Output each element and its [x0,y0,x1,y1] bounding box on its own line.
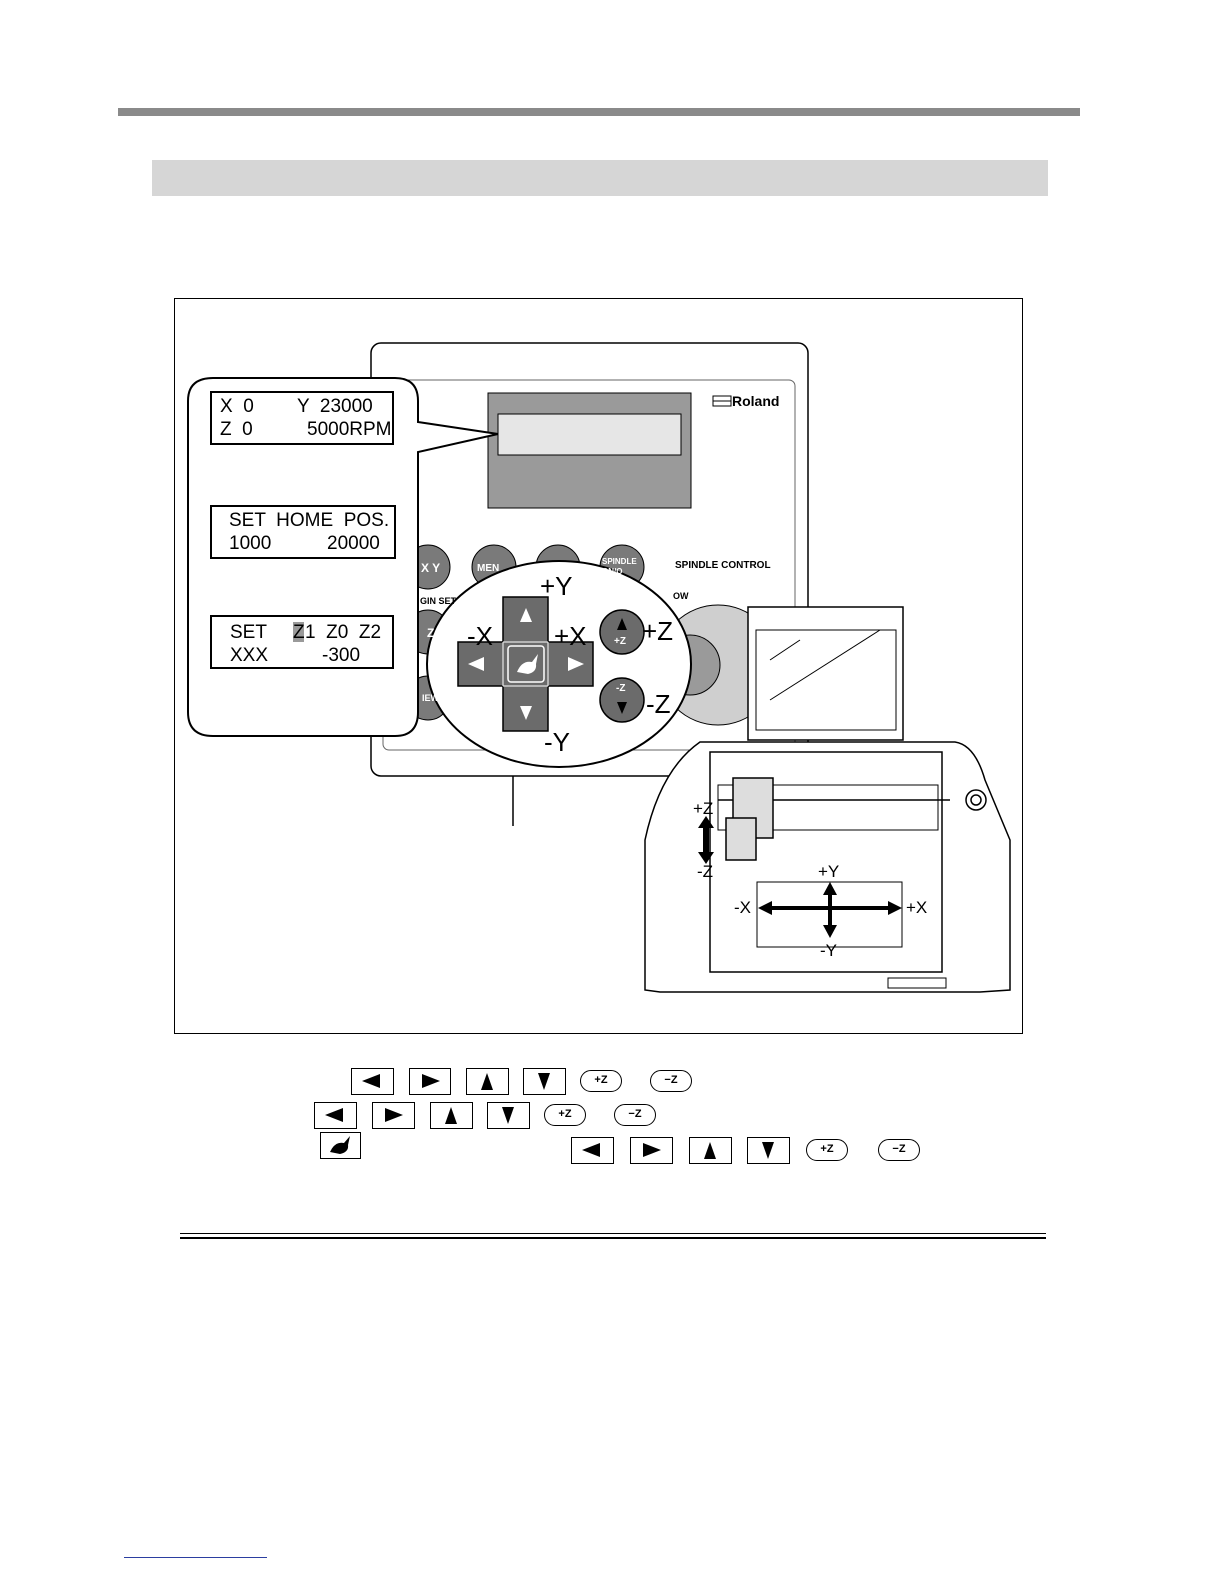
jog-plus-x-label: +X [554,621,587,651]
machine-minus-z-label: -Z [697,862,714,881]
jog-plus-z-button [600,610,644,654]
key-plus-z-icon: +Z [544,1104,586,1126]
key-up-icon [430,1102,473,1129]
jog-minus-z-btn-label: -Z [616,683,626,694]
lcd2-line1: SET HOME POS. [229,510,390,531]
spindle-button-label: SPINDLE ON/O [602,557,637,576]
slow-label: OW [673,591,689,601]
z-button-label: Z [427,626,435,640]
key-right-icon [409,1068,451,1095]
bottom-divider-thick [180,1237,1046,1239]
key-up-icon [689,1137,732,1164]
origin-set-label: GIN SET [420,596,457,606]
jog-minus-z-label: -Z [646,689,671,719]
menu-button-label: MEN [477,563,500,574]
key-minus-z-icon: −Z [614,1104,656,1126]
key-plus-z-icon: +Z [806,1139,848,1161]
machine-plus-z-label: +Z [693,799,714,818]
footnote-rule [124,1557,267,1558]
key-up-icon [466,1068,509,1095]
panel-lcd-screen [498,414,681,455]
lcd2-line2-right: 20000 [327,533,380,554]
key-minus-z-icon: −Z [878,1139,920,1161]
key-down-icon [523,1068,566,1095]
jog-minus-x-label: -X [467,621,493,651]
jog-plus-y-label: +Y [540,571,573,601]
lcd1-line2-right: 5000RPM [307,419,392,440]
lcd3-line1-left: SET [230,622,267,643]
lcd1-line1-right: Y 23000 [297,396,373,417]
machine-plus-y-label: +Y [818,862,840,881]
lcd3-line1-right: 1 Z0 Z2 [305,622,382,643]
bottom-divider [180,1233,1046,1234]
key-down-icon [747,1137,790,1164]
jog-plus-z-label: +Z [642,616,674,646]
machine-minus-x-label: -X [734,898,751,917]
key-right-icon [372,1102,415,1129]
key-left-icon [351,1068,394,1095]
lcd2-line2-left: 1000 [229,533,272,554]
machine-plus-x-label: +X [906,898,928,917]
lcd3-line2-right: -300 [322,645,361,666]
xy-button-label: X Y [421,561,441,575]
key-right-icon [630,1137,673,1164]
jog-plus-z-btn-label: +Z [614,636,626,647]
lcd3-cursor-char: Z [293,622,305,643]
machine-minus-y-label: -Y [820,941,837,960]
key-down-icon [487,1102,530,1129]
key-left-icon [571,1137,614,1164]
view-button-label: IEW [422,693,439,703]
jog-minus-y-label: -Y [544,727,570,757]
lcd1-line1-left: X 0 [220,396,254,417]
lcd1-line2-left: Z 0 [220,419,253,440]
brand-logo: Roland [732,393,780,409]
spindle-control-label: SPINDLE CONTROL [675,560,771,571]
key-minus-z-icon: −Z [650,1070,692,1092]
key-fast-rabbit-icon [320,1132,361,1159]
key-plus-z-icon: +Z [580,1070,622,1092]
key-left-icon [314,1102,357,1129]
lcd3-line2-left: XXX [230,645,269,666]
